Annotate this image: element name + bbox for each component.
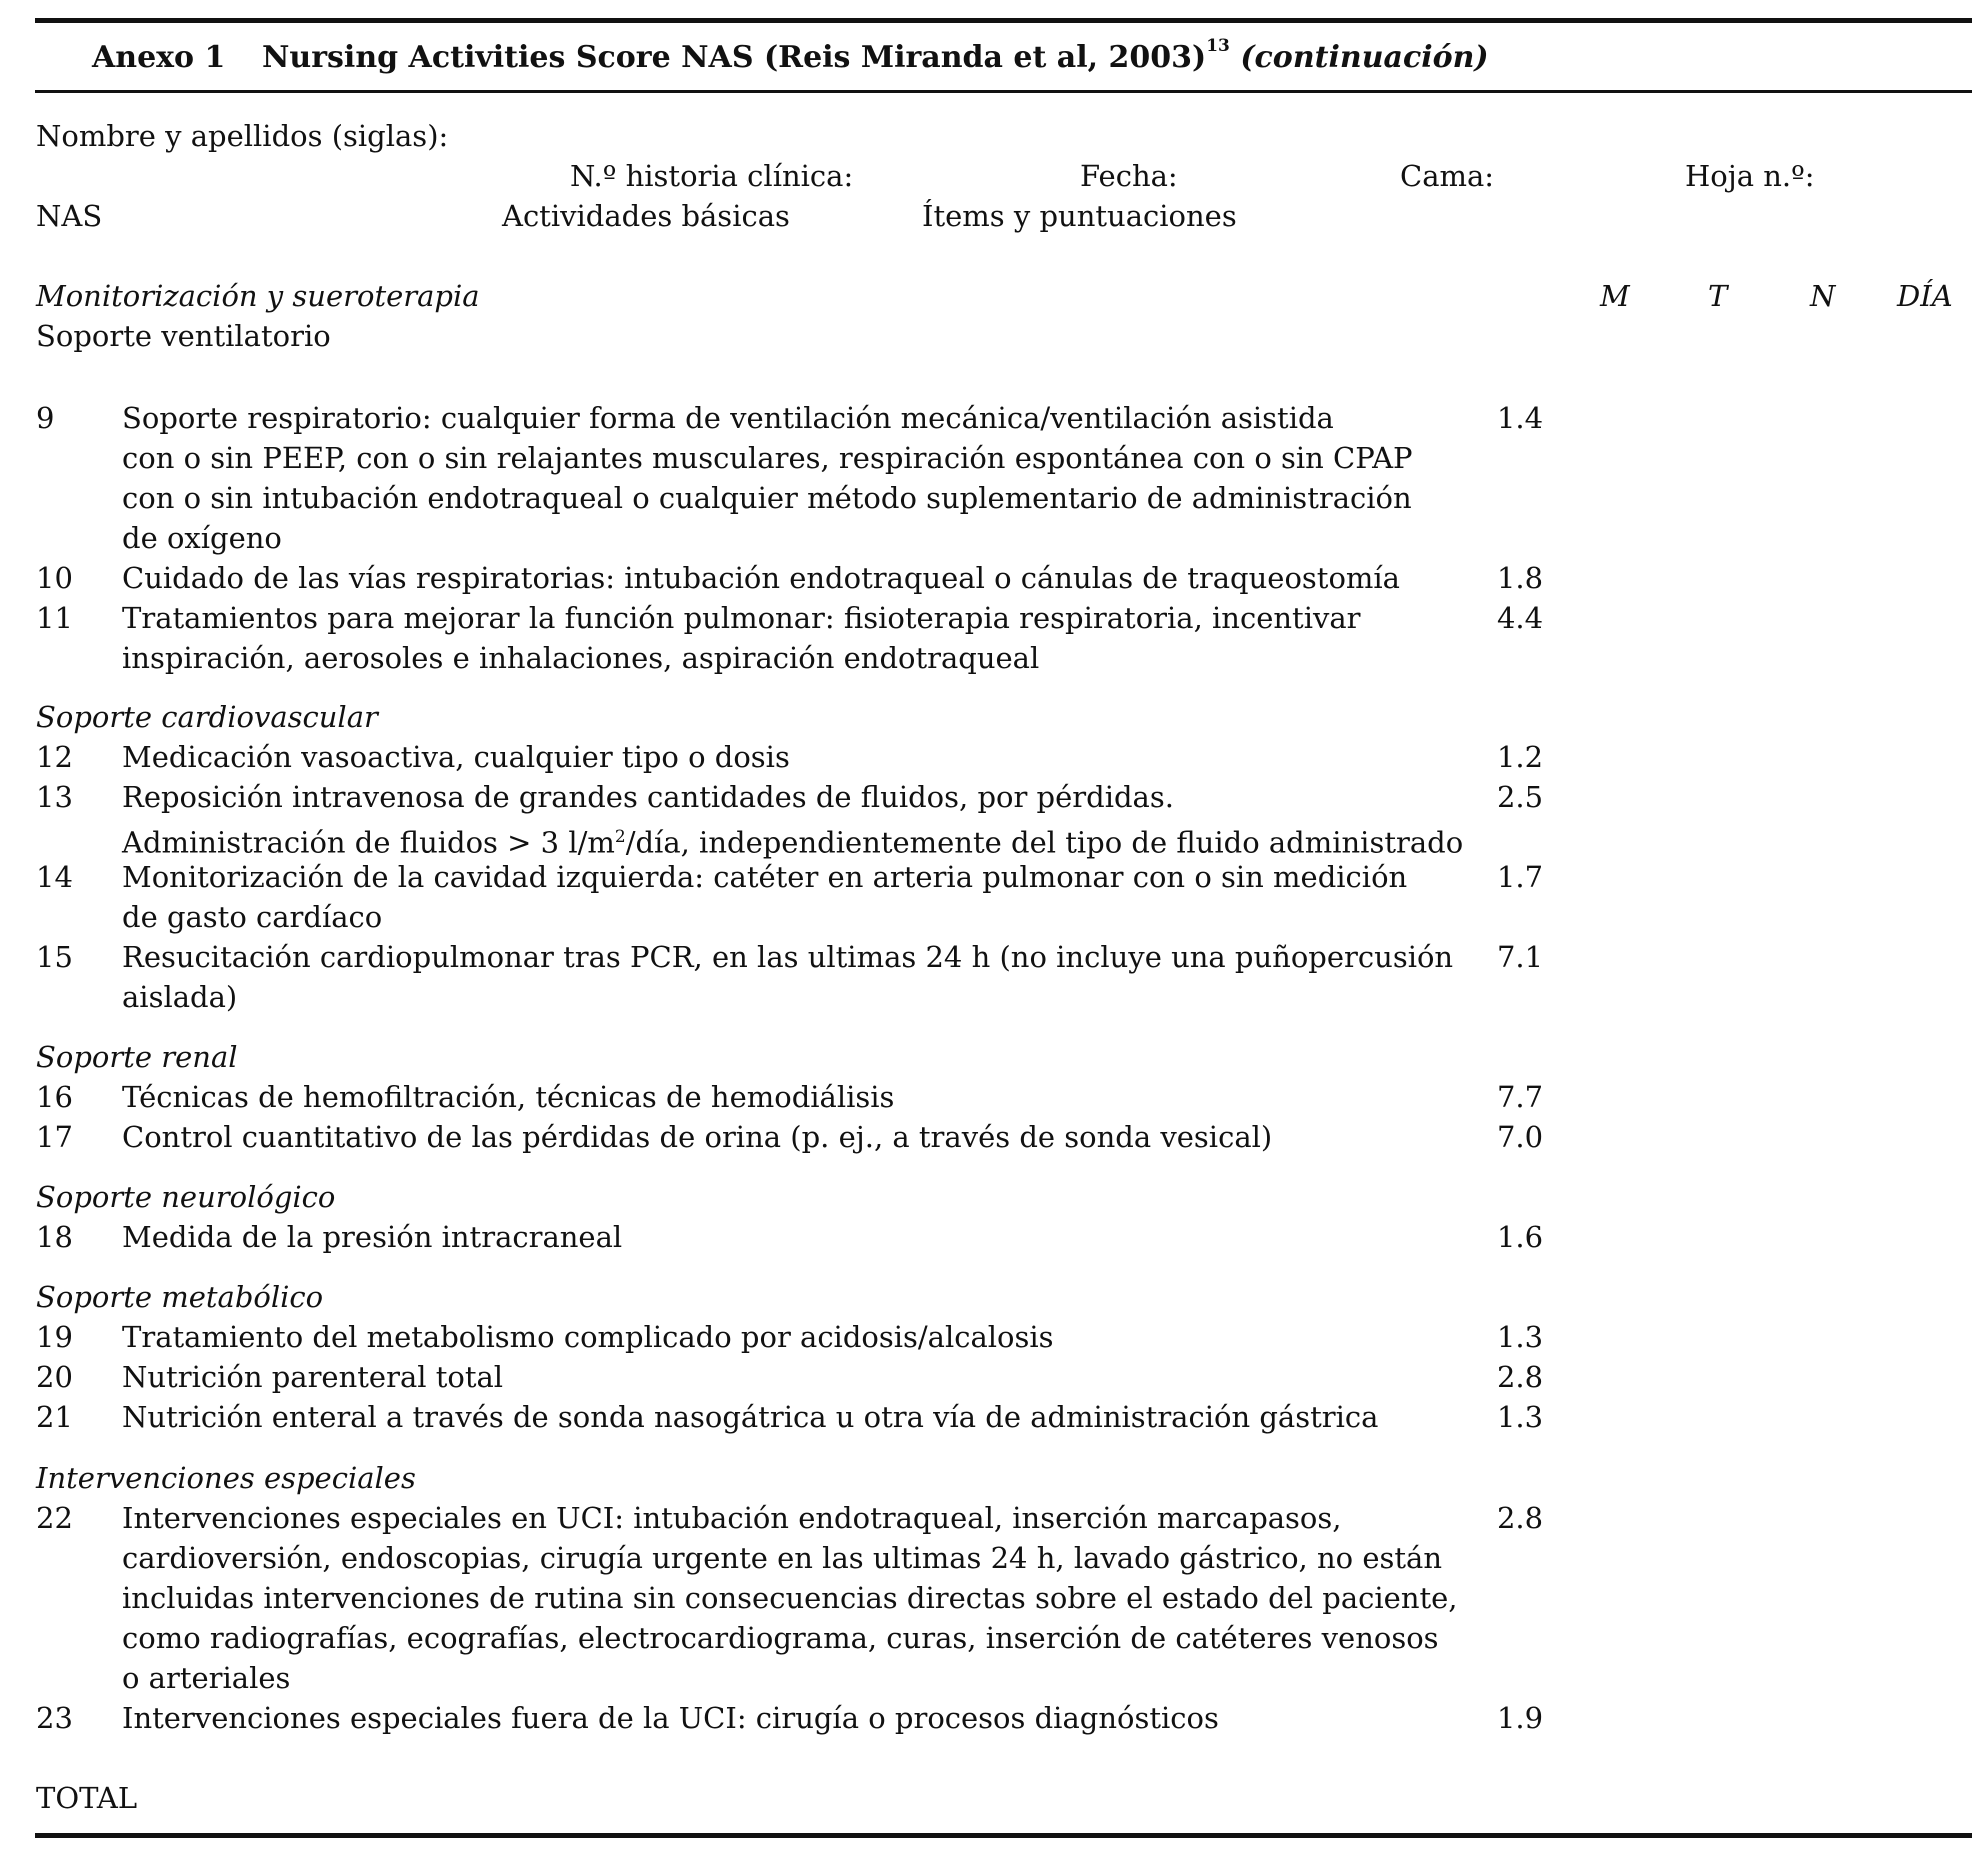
annex-label: Anexo 1 — [92, 40, 226, 75]
item-line: cardioversión, endoscopias, cirugía urgente en las ultimas 24 h, lavado gástrico, no están — [122, 1541, 1442, 1575]
item-line: Tratamiento del metabolismo complicado por acidosis/alcalosis — [122, 1320, 1054, 1354]
item-description — [122, 1498, 1458, 1698]
item-description — [122, 937, 1454, 1017]
record-number-label: N.º historia clínica: — [570, 159, 854, 193]
column-afternoon: T — [1708, 279, 1728, 313]
item-number: 21 — [36, 1400, 73, 1434]
item-number: 20 — [36, 1360, 73, 1394]
item-line: inspiración, aerosoles e inhalaciones, aspiración endotraqueal — [122, 641, 1040, 675]
column-night: N — [1810, 279, 1836, 313]
item-score: 1.7 — [1496, 860, 1544, 894]
item-line: Resucitación cardiopulmonar tras PCR, en las ultimas 24 h (no incluye una puñopercusión — [122, 940, 1454, 974]
item-description — [122, 737, 1382, 777]
item-description — [122, 1217, 1382, 1257]
item-line: aislada) — [122, 980, 238, 1014]
item-score: 7.0 — [1496, 1120, 1544, 1154]
item-score: 1.4 — [1496, 401, 1544, 435]
item-line: Nutrición enteral a través de sonda nasogátrica u otra vía de administración gástrica — [122, 1400, 1379, 1434]
item-number: 12 — [36, 740, 73, 774]
reference-number: 13 — [1206, 36, 1230, 56]
nas-label: NAS — [36, 199, 103, 233]
item-line: Nutrición parenteral total — [122, 1360, 504, 1394]
item-number: 19 — [36, 1320, 73, 1354]
continuation-label: (continuación) — [1240, 40, 1489, 75]
section-monitoring: Monitorización y sueroterapia — [36, 279, 480, 313]
item-line: Técnicas de hemofiltración, técnicas de hemodiálisis — [122, 1080, 895, 1114]
item-score: 1.8 — [1496, 561, 1544, 595]
section-neurological-support: Soporte neurológico — [36, 1180, 336, 1214]
date-label: Fecha: — [1080, 159, 1178, 193]
item-description — [122, 1698, 1382, 1738]
section-cardiovascular-support: Soporte cardiovascular — [36, 700, 378, 734]
item-line: Control cuantitativo de las pérdidas de orina (p. ej., a través de sonda vesical) — [122, 1120, 1273, 1154]
item-line: o arteriales — [122, 1661, 291, 1695]
item-line: Medida de la presión intracraneal — [122, 1220, 623, 1254]
item-score: 7.1 — [1496, 940, 1544, 974]
name-field-label: Nombre y apellidos (siglas): — [36, 119, 449, 153]
item-number: 23 — [36, 1701, 73, 1735]
section-renal-support: Soporte renal — [36, 1040, 238, 1074]
item-number: 16 — [36, 1080, 73, 1114]
section-ventilatory-support: Soporte ventilatorio — [36, 319, 331, 353]
item-line: con o sin intubación endotraqueal o cualquier método suplementario de administración — [122, 481, 1412, 515]
item-description — [122, 777, 1464, 863]
item-score: 1.9 — [1496, 1701, 1544, 1735]
title-text: Nursing Activities Score NAS (Reis Miranda et al, 2003) — [262, 40, 1207, 75]
item-score: 4.4 — [1496, 601, 1544, 635]
item-score: 1.3 — [1496, 1400, 1544, 1434]
table-title — [92, 36, 1489, 75]
item-line: Tratamientos para mejorar la función pulmonar: fisioterapia respiratoria, incentivar — [122, 601, 1361, 635]
header-rule — [35, 90, 1972, 93]
item-number: 15 — [36, 940, 73, 974]
item-score: 2.8 — [1496, 1501, 1544, 1535]
item-line: Reposición intravenosa de grandes cantidades de fluidos, por pérdidas. — [122, 780, 1174, 814]
item-line: Monitorización de la cavidad izquierda: catéter en arteria pulmonar con o sin medición — [122, 860, 1408, 894]
item-number: 9 — [36, 401, 55, 435]
item-line: de oxígeno — [122, 521, 282, 555]
item-number: 10 — [36, 561, 73, 595]
item-description — [122, 1397, 1382, 1437]
items-scores-label: Ítems y puntuaciones — [922, 199, 1237, 233]
bottom-rule — [35, 1833, 1972, 1838]
item-score: 1.2 — [1496, 740, 1544, 774]
item-score: 7.7 — [1496, 1080, 1544, 1114]
item-number: 13 — [36, 780, 73, 814]
bed-label: Cama: — [1400, 159, 1495, 193]
item-description — [122, 1117, 1382, 1157]
item-line: Intervenciones especiales en UCI: intubación endotraqueal, inserción marcapasos, — [122, 1501, 1342, 1535]
top-rule — [35, 18, 1972, 23]
item-description — [122, 1077, 1382, 1117]
item-number: 14 — [36, 860, 73, 894]
item-line: incluidas intervenciones de rutina sin consecuencias directas sobre el estado del paciente, — [122, 1581, 1458, 1615]
item-score: 1.3 — [1496, 1320, 1544, 1354]
item-line: como radiografías, ecografías, electrocardiograma, curas, inserción de catéteres venosos — [122, 1621, 1439, 1655]
item-score: 1.6 — [1496, 1220, 1544, 1254]
item-line-text: Administración de fluidos > 3 l/m — [122, 825, 615, 860]
basic-activities-label: Actividades básicas — [502, 199, 790, 233]
item-line: Intervenciones especiales fuera de la UCI: cirugía o procesos diagnósticos — [122, 1701, 1219, 1735]
column-morning: M — [1600, 279, 1630, 313]
section-metabolic-support: Soporte metabólico — [36, 1280, 324, 1314]
column-day: DÍA — [1897, 279, 1953, 313]
item-number: 22 — [36, 1501, 73, 1535]
item-line: de gasto cardíaco — [122, 900, 383, 934]
superscript: 2 — [614, 827, 626, 847]
item-line: Cuidado de las vías respiratorias: intubación endotraqueal o cánulas de traqueostomía — [122, 561, 1400, 595]
item-number: 17 — [36, 1120, 73, 1154]
item-line: Medicación vasoactiva, cualquier tipo o dosis — [122, 740, 790, 774]
item-number: 11 — [36, 601, 73, 635]
item-description — [122, 398, 1413, 558]
item-line: Soporte respiratorio: cualquier forma de ventilación mecánica/ventilación asistida — [122, 401, 1334, 435]
item-score: 2.5 — [1496, 780, 1544, 814]
sheet-number-label: Hoja n.º: — [1685, 159, 1815, 193]
item-description — [122, 598, 1382, 678]
item-score: 2.8 — [1496, 1360, 1544, 1394]
total-label: TOTAL — [36, 1781, 138, 1815]
item-line — [122, 817, 1464, 863]
item-line: con o sin PEEP, con o sin relajantes musculares, respiración espontánea con o sin CPAP — [122, 441, 1413, 475]
item-line-text: /día, independientemente del tipo de fluido administrado — [625, 825, 1464, 860]
section-special-interventions: Intervenciones especiales — [36, 1461, 416, 1495]
item-number: 18 — [36, 1220, 73, 1254]
item-description — [122, 1317, 1382, 1357]
item-description — [122, 558, 1400, 598]
item-description — [122, 857, 1408, 937]
item-description — [122, 1357, 1382, 1397]
